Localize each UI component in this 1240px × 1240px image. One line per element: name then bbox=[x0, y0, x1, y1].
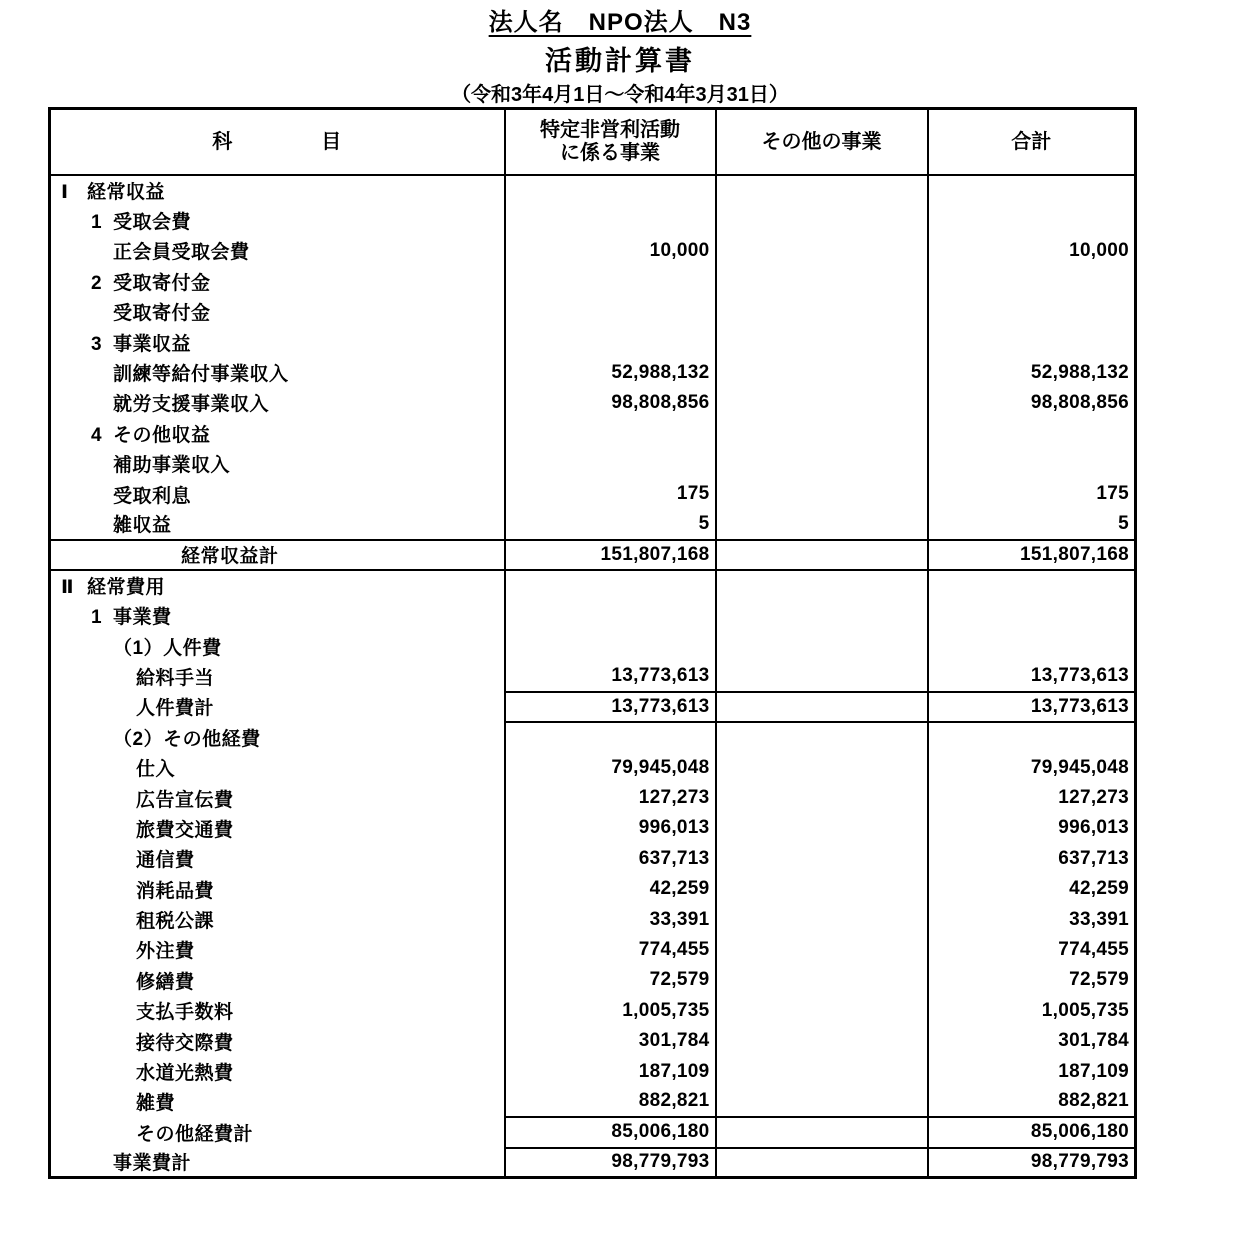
row-value-npo: 774,455 bbox=[505, 935, 716, 965]
row-label: 旅費交通費 bbox=[136, 819, 234, 841]
row-value-other bbox=[716, 418, 928, 448]
row-value-other bbox=[716, 449, 928, 479]
row-value-npo bbox=[505, 722, 716, 752]
table-row bbox=[50, 266, 1136, 296]
row-label-cell bbox=[50, 540, 505, 570]
row-value-other bbox=[716, 479, 928, 509]
row-label-cell bbox=[50, 692, 505, 722]
row-value-other bbox=[716, 661, 928, 691]
table-row bbox=[50, 388, 1136, 418]
row-value-total bbox=[928, 327, 1136, 357]
row-value-npo bbox=[505, 327, 716, 357]
row-label: 広告宣伝費 bbox=[136, 789, 234, 811]
table-row bbox=[50, 600, 1136, 630]
row-label-cell bbox=[50, 813, 505, 843]
row-value-other bbox=[716, 297, 928, 327]
table-row bbox=[50, 509, 1136, 539]
table-row bbox=[50, 205, 1136, 235]
row-value-total: 98,779,793 bbox=[928, 1148, 1136, 1178]
row-value-other bbox=[716, 205, 928, 235]
row-label: その他収益 bbox=[113, 424, 211, 446]
row-label: 受取寄付金 bbox=[113, 272, 211, 294]
row-label-cell bbox=[50, 661, 505, 691]
table-row bbox=[50, 783, 1136, 813]
table-row bbox=[50, 1148, 1136, 1178]
table-header bbox=[50, 109, 1136, 176]
row-label: その他経費計 bbox=[136, 1123, 254, 1145]
row-value-other bbox=[716, 357, 928, 387]
table-row bbox=[50, 175, 1136, 205]
row-value-other bbox=[716, 813, 928, 843]
row-label-cell bbox=[50, 479, 505, 509]
row-value-total bbox=[928, 297, 1136, 327]
row-label-cell bbox=[50, 266, 505, 296]
row-value-total: 13,773,613 bbox=[928, 692, 1136, 722]
document-header bbox=[0, 8, 1240, 107]
row-label-cell bbox=[50, 388, 505, 418]
row-label-cell bbox=[50, 904, 505, 934]
row-value-total: 13,773,613 bbox=[1030, 664, 1129, 686]
row-value-other bbox=[716, 752, 928, 782]
table-row bbox=[50, 752, 1136, 782]
row-label: 正会員受取会費 bbox=[113, 242, 250, 264]
row-value-total: 996,013 bbox=[1058, 817, 1129, 839]
row-value-total bbox=[928, 600, 1136, 630]
row-label-cell bbox=[50, 418, 505, 448]
row-value-other bbox=[716, 1026, 928, 1056]
column-header-other-business: その他の事業 bbox=[716, 109, 928, 176]
row-value-total bbox=[928, 631, 1136, 661]
row-value-npo: 175 bbox=[505, 479, 716, 509]
row-label-cell bbox=[50, 449, 505, 479]
row-value-other bbox=[716, 236, 928, 266]
row-value-total: 72,579 bbox=[1069, 969, 1129, 991]
row-value-other bbox=[716, 175, 928, 205]
row-value-total: 175 bbox=[1096, 483, 1129, 505]
row-value-total: 85,006,180 bbox=[928, 1117, 1136, 1147]
row-label-cell bbox=[50, 1056, 505, 1086]
row-value-other bbox=[716, 600, 928, 630]
table-row bbox=[50, 631, 1136, 661]
row-value-npo: 996,013 bbox=[505, 813, 716, 843]
table-row bbox=[50, 357, 1136, 387]
row-value-total: 98,808,856 bbox=[1030, 391, 1129, 413]
organization-name: 法人名 NPO法人 N3 bbox=[488, 9, 752, 36]
row-value-total: 5 bbox=[1118, 512, 1129, 534]
row-label-cell bbox=[50, 935, 505, 965]
column-header-npo-line2: に係る事業 bbox=[560, 142, 660, 164]
row-value-npo: 98,779,793 bbox=[505, 1148, 716, 1178]
row-label: 支払手数料 bbox=[136, 1002, 234, 1024]
row-value-npo: 5 bbox=[505, 509, 716, 539]
row-label-cell bbox=[50, 752, 505, 782]
row-label: 訓練等給付事業収入 bbox=[113, 364, 289, 386]
activity-statement-table bbox=[48, 107, 1137, 1179]
row-label-cell bbox=[50, 1148, 505, 1178]
row-label: 事業費計 bbox=[113, 1153, 192, 1175]
table-row bbox=[50, 570, 1136, 600]
table-row bbox=[50, 479, 1136, 509]
row-label-cell bbox=[50, 1087, 505, 1117]
row-label-cell bbox=[50, 175, 505, 205]
table-row bbox=[50, 540, 1136, 570]
row-value-total bbox=[928, 722, 1136, 752]
table-row bbox=[50, 844, 1136, 874]
row-prefix: 3 bbox=[91, 333, 103, 355]
row-value-total: 33,391 bbox=[1069, 908, 1129, 930]
row-label-cell bbox=[50, 996, 505, 1026]
row-label: 修繕費 bbox=[136, 971, 195, 993]
row-value-other bbox=[716, 692, 928, 722]
table-row bbox=[50, 418, 1136, 448]
row-value-npo: 187,109 bbox=[505, 1056, 716, 1086]
reporting-period: （令和3年4月1日〜令和4年3月31日） bbox=[451, 84, 789, 107]
row-value-total bbox=[928, 175, 1136, 205]
row-label: （1）人件費 bbox=[113, 637, 222, 659]
row-value-npo: 72,579 bbox=[505, 965, 716, 995]
row-value-other bbox=[716, 722, 928, 752]
row-value-total bbox=[928, 266, 1136, 296]
row-value-npo: 301,784 bbox=[505, 1026, 716, 1056]
column-header-npo-business bbox=[505, 109, 716, 176]
table-row bbox=[50, 297, 1136, 327]
row-label: 給料手当 bbox=[136, 667, 215, 689]
row-label: 雑収益 bbox=[113, 515, 172, 537]
row-value-other bbox=[716, 327, 928, 357]
table-header-row bbox=[50, 109, 1136, 176]
table-row bbox=[50, 874, 1136, 904]
row-label: 補助事業収入 bbox=[113, 455, 231, 477]
row-label-cell bbox=[50, 357, 505, 387]
row-value-npo: 79,945,048 bbox=[505, 752, 716, 782]
column-header-item-right: 目 bbox=[321, 130, 343, 153]
row-value-total: 637,713 bbox=[1058, 847, 1129, 869]
row-label: 外注費 bbox=[136, 941, 195, 963]
row-value-npo: 151,807,168 bbox=[505, 540, 716, 570]
row-prefix: 2 bbox=[91, 272, 103, 294]
row-value-other bbox=[716, 509, 928, 539]
page-title: 活動計算書 bbox=[545, 46, 695, 76]
row-label: 仕入 bbox=[136, 759, 176, 781]
row-label-cell bbox=[50, 874, 505, 904]
table-row bbox=[50, 813, 1136, 843]
column-header-item-left: 科 bbox=[212, 130, 234, 153]
row-value-npo bbox=[505, 570, 716, 600]
row-value-npo: 13,773,613 bbox=[505, 661, 716, 691]
row-label-cell bbox=[50, 783, 505, 813]
row-value-other bbox=[716, 631, 928, 661]
row-label: 受取利息 bbox=[113, 485, 192, 507]
row-label: 事業収益 bbox=[113, 333, 192, 355]
row-value-npo: 1,005,735 bbox=[505, 996, 716, 1026]
row-value-npo bbox=[505, 449, 716, 479]
row-label: 受取会費 bbox=[113, 212, 192, 234]
row-value-other bbox=[716, 1087, 928, 1117]
table-row bbox=[50, 1117, 1136, 1147]
row-label: 経常費用 bbox=[87, 577, 166, 599]
table-row bbox=[50, 327, 1136, 357]
row-value-total: 187,109 bbox=[1058, 1060, 1129, 1082]
row-label-cell bbox=[50, 205, 505, 235]
row-value-npo: 85,006,180 bbox=[505, 1117, 716, 1147]
row-value-total: 301,784 bbox=[1058, 1030, 1129, 1052]
row-prefix: 1 bbox=[91, 607, 103, 629]
row-value-npo: 98,808,856 bbox=[505, 388, 716, 418]
row-value-total bbox=[928, 205, 1136, 235]
row-prefix: Ⅱ bbox=[61, 577, 75, 599]
row-value-npo: 882,821 bbox=[505, 1087, 716, 1117]
table-row bbox=[50, 1026, 1136, 1056]
row-label: 経常収益 bbox=[87, 182, 166, 204]
row-value-npo: 10,000 bbox=[505, 236, 716, 266]
row-value-other bbox=[716, 266, 928, 296]
row-value-npo bbox=[505, 205, 716, 235]
row-value-npo bbox=[505, 418, 716, 448]
row-label: 租税公課 bbox=[136, 911, 215, 933]
row-value-total: 52,988,132 bbox=[1030, 361, 1129, 383]
statement-table-wrapper bbox=[48, 107, 1134, 1179]
row-value-other bbox=[716, 540, 928, 570]
row-value-other bbox=[716, 570, 928, 600]
row-value-other bbox=[716, 1117, 928, 1147]
row-label: 人件費計 bbox=[136, 698, 215, 720]
row-value-other bbox=[716, 965, 928, 995]
row-value-total: 1,005,735 bbox=[1041, 999, 1129, 1021]
row-value-npo: 637,713 bbox=[505, 844, 716, 874]
row-label-cell bbox=[50, 600, 505, 630]
table-row bbox=[50, 904, 1136, 934]
row-value-npo bbox=[505, 297, 716, 327]
row-value-total: 151,807,168 bbox=[928, 540, 1136, 570]
table-row bbox=[50, 935, 1136, 965]
row-label: 受取寄付金 bbox=[113, 303, 211, 325]
row-value-other bbox=[716, 388, 928, 418]
row-value-other bbox=[716, 1148, 928, 1178]
row-label: 経常収益計 bbox=[181, 546, 279, 568]
row-label: 水道光熱費 bbox=[136, 1063, 234, 1085]
row-value-total: 882,821 bbox=[1058, 1090, 1129, 1112]
row-value-npo bbox=[505, 631, 716, 661]
table-row bbox=[50, 965, 1136, 995]
table-row bbox=[50, 722, 1136, 752]
row-label: 事業費 bbox=[113, 607, 172, 629]
row-value-other bbox=[716, 783, 928, 813]
row-value-other bbox=[716, 996, 928, 1026]
row-value-other bbox=[716, 874, 928, 904]
row-value-total: 127,273 bbox=[1058, 787, 1129, 808]
table-row bbox=[50, 996, 1136, 1026]
row-value-other bbox=[716, 844, 928, 874]
row-value-npo: 42,259 bbox=[505, 874, 716, 904]
row-value-npo bbox=[505, 266, 716, 296]
row-value-total bbox=[928, 418, 1136, 448]
row-value-other bbox=[716, 935, 928, 965]
row-label-cell bbox=[50, 570, 505, 600]
row-label: 消耗品費 bbox=[136, 880, 215, 902]
row-label: 通信費 bbox=[136, 850, 195, 872]
row-value-total bbox=[928, 570, 1136, 600]
table-body bbox=[50, 175, 1136, 1178]
row-label-cell bbox=[50, 722, 505, 752]
row-prefix: Ⅰ bbox=[61, 182, 69, 204]
row-label: （2）その他経費 bbox=[113, 728, 261, 750]
table-row bbox=[50, 449, 1136, 479]
table-row bbox=[50, 692, 1136, 722]
row-label-cell bbox=[50, 297, 505, 327]
row-value-npo bbox=[505, 600, 716, 630]
table-row bbox=[50, 661, 1136, 691]
row-value-npo bbox=[505, 175, 716, 205]
column-header-item bbox=[50, 109, 505, 176]
row-value-total: 10,000 bbox=[1069, 239, 1129, 261]
row-label-cell bbox=[50, 1117, 505, 1147]
row-value-total bbox=[928, 449, 1136, 479]
row-value-total: 774,455 bbox=[1058, 938, 1129, 960]
row-label-cell bbox=[50, 236, 505, 266]
table-row bbox=[50, 236, 1136, 266]
row-label-cell bbox=[50, 1026, 505, 1056]
row-value-npo: 52,988,132 bbox=[505, 357, 716, 387]
row-label-cell bbox=[50, 844, 505, 874]
row-label: 就労支援事業収入 bbox=[113, 394, 270, 416]
row-value-npo: 127,273 bbox=[505, 783, 716, 813]
row-label: 接待交際費 bbox=[136, 1032, 234, 1054]
row-label: 雑費 bbox=[136, 1093, 176, 1115]
column-header-npo-line1: 特定非営利活動 bbox=[540, 119, 680, 141]
row-value-total: 79,945,048 bbox=[1030, 756, 1129, 778]
row-prefix: 4 bbox=[91, 424, 103, 446]
table-row bbox=[50, 1056, 1136, 1086]
row-prefix: 1 bbox=[91, 212, 103, 234]
column-header-total: 合計 bbox=[928, 109, 1136, 176]
row-label-cell bbox=[50, 509, 505, 539]
row-label-cell bbox=[50, 327, 505, 357]
row-value-other bbox=[716, 904, 928, 934]
row-value-total: 42,259 bbox=[1069, 878, 1129, 900]
row-label-cell bbox=[50, 631, 505, 661]
row-value-npo: 13,773,613 bbox=[505, 692, 716, 722]
row-label-cell bbox=[50, 965, 505, 995]
row-value-other bbox=[716, 1056, 928, 1086]
table-row bbox=[50, 1087, 1136, 1117]
row-value-npo: 33,391 bbox=[505, 904, 716, 934]
